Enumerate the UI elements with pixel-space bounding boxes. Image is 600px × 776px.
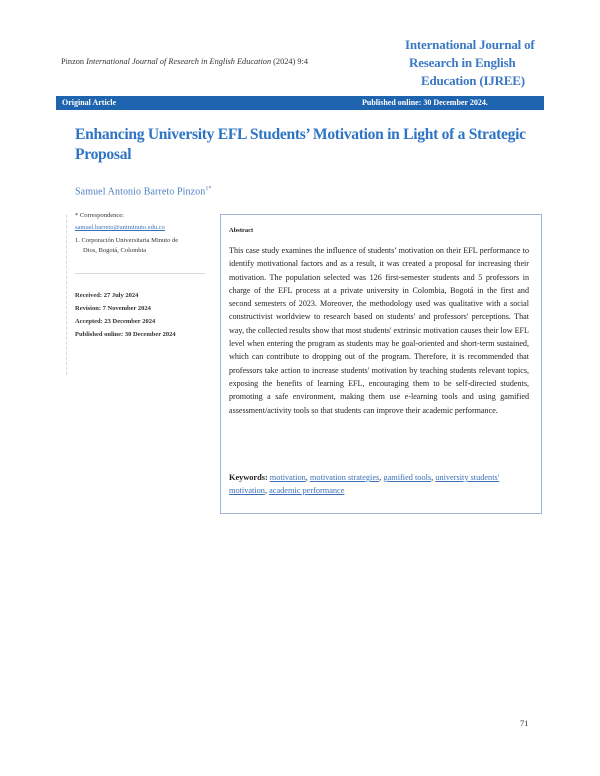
article-type-label: Original Article xyxy=(62,98,116,107)
banner-published-date: Published online: 30 December 2024. xyxy=(362,98,488,107)
article-title: Enhancing University EFL Students’ Motivation in Light of a Strategic Proposal xyxy=(75,126,526,163)
accepted-date: Accepted: 23 December 2024 xyxy=(75,318,156,325)
affiliation-line-1: 1. Corporación Universitaria Minuto de xyxy=(75,237,179,244)
journal-logo-title xyxy=(405,36,555,90)
keywords-label: Keywords: xyxy=(229,473,268,482)
article-metadata xyxy=(75,212,210,344)
revision-date: Revision: 7 November 2024 xyxy=(75,305,151,312)
journal-name-line-1: International Journal of xyxy=(405,37,535,52)
author-name: Samuel Antonio Barreto Pinzon xyxy=(75,186,206,198)
affiliation-line-2: Dios, Bogotá, Colombia xyxy=(83,247,147,254)
published-date: Published online: 30 December 2024 xyxy=(75,331,176,338)
sidebar-divider xyxy=(66,215,67,375)
abstract-box xyxy=(220,214,542,514)
abstract-heading: Abstract xyxy=(229,227,254,234)
correspondence-label: * Correspondence: xyxy=(75,212,124,219)
author-affiliation xyxy=(75,236,210,256)
keyword-link[interactable]: university students' motivation xyxy=(229,473,500,495)
page-number: 71 xyxy=(520,718,529,728)
running-head-issue: (2024) 9:4 xyxy=(271,57,308,66)
keywords: Keywords: motivation, motivation strategies, gamified tools, university students' motivation, academic performance xyxy=(229,473,500,495)
running-head xyxy=(61,57,308,66)
article-banner xyxy=(56,96,544,110)
running-head-author: Pinzon xyxy=(61,57,87,66)
author-line xyxy=(75,186,212,197)
author-affiliation-marker: 1* xyxy=(205,186,212,192)
received-date: Received: 27 July 2024 xyxy=(75,292,139,299)
keyword-link[interactable]: gamified tools xyxy=(383,473,432,482)
keyword-link[interactable]: motivation xyxy=(269,473,306,482)
journal-name-line-3: Education (IJREE) xyxy=(421,73,525,88)
journal-name-line-2: Research in English xyxy=(409,55,516,70)
keyword-link[interactable]: motivation strategies xyxy=(309,473,380,482)
keyword-link[interactable]: academic performance xyxy=(269,486,345,495)
abstract-text: This case study examines the influence of students’ motivation on their EFL performance to identify motivational factors and as a result, it was created a proposal for increasing their motivation. The population selected was 126 first-semester students and 5 professors in charge of the EFL process at a private university in Colombia, Bogotá in the first and second semesters of 2023. Moreover, the methodology used was qualitative with a social constructivist worldview to research based on students' and professors' perceptions. That way, the collected results show that most students' extrinsic motivation causes their low EFL level when entering the program as students may be goal-oriented and short-term sustained, which can contribute to dropping out of the program. Therefore, it is recommended that professors take action to increase students' motivation by teaching students relevant topics, exposing the benefits of learning EFL, encouraging them to be self-directed students, promoting a safe environment, making them use e-learning tools and using gamified assessment/activity tools so that students can improve their academic performance. xyxy=(229,246,529,415)
correspondence-email-link[interactable]: samuel.barreto@uniminuto.edu.co xyxy=(75,224,165,231)
metadata-divider xyxy=(75,273,205,274)
running-head-journal: International Journal of Research in English Education xyxy=(86,57,272,66)
